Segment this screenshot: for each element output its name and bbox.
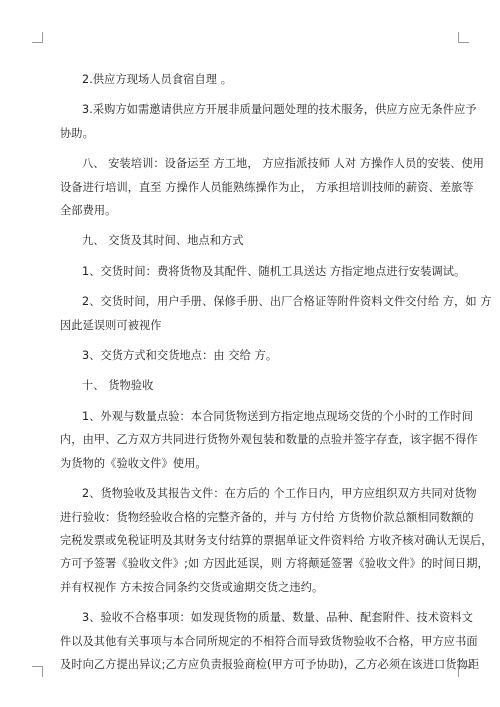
paragraph-delivery-method bbox=[60, 344, 444, 367]
paragraph-technical-service bbox=[60, 98, 477, 145]
text-line: 3、交货方式和交货地点：由 交给 方。 bbox=[82, 349, 278, 363]
crop-mark-bottom-left bbox=[32, 666, 43, 677]
crop-mark-top-left bbox=[32, 32, 43, 43]
text-line: 内，由甲、乙方双方共同进行货物外观包装和数量的点验并签字存查，该字据不得作 bbox=[60, 433, 478, 447]
text-line: 及时向乙方提出异议;乙方应负责报验商检(甲方可予协助)，乙方必须在该进口货物距 bbox=[60, 657, 480, 671]
crop-mark-top-right bbox=[458, 32, 469, 43]
text-line: 协助。 bbox=[60, 126, 94, 140]
paragraph-appearance-inspection bbox=[60, 405, 478, 475]
text-line: 1、外观与数量点验：本合同货物送到方指定地点现场交货的个小时的工作时间 bbox=[82, 409, 473, 423]
paragraph-supplier-lodging bbox=[60, 68, 444, 91]
text-line: 设备进行培训，直至 方操作人员能熟练操作为止， 方承担培训技师的薪资、差旅等 bbox=[60, 180, 474, 194]
text-line: 方可予签署《验收文件》;如 方因此延误，则 方将颠延签署《验收文件》的时间日期， bbox=[60, 557, 489, 571]
text-line: 3.采购方如需邀请供应方开展非质量问题处理的技术服务，供应方应无条件应予 bbox=[82, 103, 477, 117]
text-line: 2、交货时间，用户手册、保修手册、出厂合格证等附件资料文件交付给 方，如 方 bbox=[82, 295, 492, 309]
section-heading-delivery bbox=[60, 229, 444, 252]
text-line: 并有权视作 方未按合同条约交货或逾期交货之违约。 bbox=[60, 580, 324, 594]
text-line: 全部费用。 bbox=[60, 204, 117, 218]
text-line: 2、货物验收及其报告文件：在方后的 个工作日内，甲方应组织双方共同对货物 bbox=[82, 487, 477, 501]
paragraph-acceptance-report bbox=[60, 482, 493, 599]
section-heading-acceptance bbox=[60, 374, 444, 397]
paragraph-delivery-time bbox=[60, 260, 466, 283]
text-line: 十、 货物验收 bbox=[82, 379, 154, 393]
text-line: 为货物的《验收文件》使用。 bbox=[60, 456, 207, 470]
paragraph-installation-training bbox=[60, 152, 485, 222]
text-line: 3、验收不合格事项：如发现货物的质量、数量、品种、配套附件、技术资料文 bbox=[82, 611, 473, 625]
text-line: 八、 安装培训：设备运至 方工地， 方应指派技师 人对 方操作人员的安装、使用 bbox=[82, 157, 485, 171]
paragraph-delivery-documents bbox=[60, 290, 492, 337]
document-body bbox=[60, 68, 493, 683]
text-line: 因此延误则可被视作 bbox=[60, 318, 162, 332]
paragraph-acceptance-failure bbox=[60, 606, 480, 676]
text-line: 件以及其他有关事项与本合同所规定的不相符合而导致货物验收不合格，甲方应书面 bbox=[60, 634, 478, 648]
text-line: 1、交货时间：费将货物及其配件、随机工具送达 方指定地点进行安装调试。 bbox=[82, 264, 466, 278]
text-line: 九、 交货及其时间、地点和方式 bbox=[82, 234, 244, 248]
text-line: 2.供应方现场人员食宿自理 。 bbox=[82, 73, 232, 86]
text-line: 进行验收：货物经验收合格的完整齐备的，并与 方付给 方货物价款总额相同数额的 bbox=[60, 510, 474, 524]
text-line: 完税发票或免税证明及其财务支付结算的票据单证文件资料给 方收齐核对确认无误后， bbox=[60, 533, 493, 547]
